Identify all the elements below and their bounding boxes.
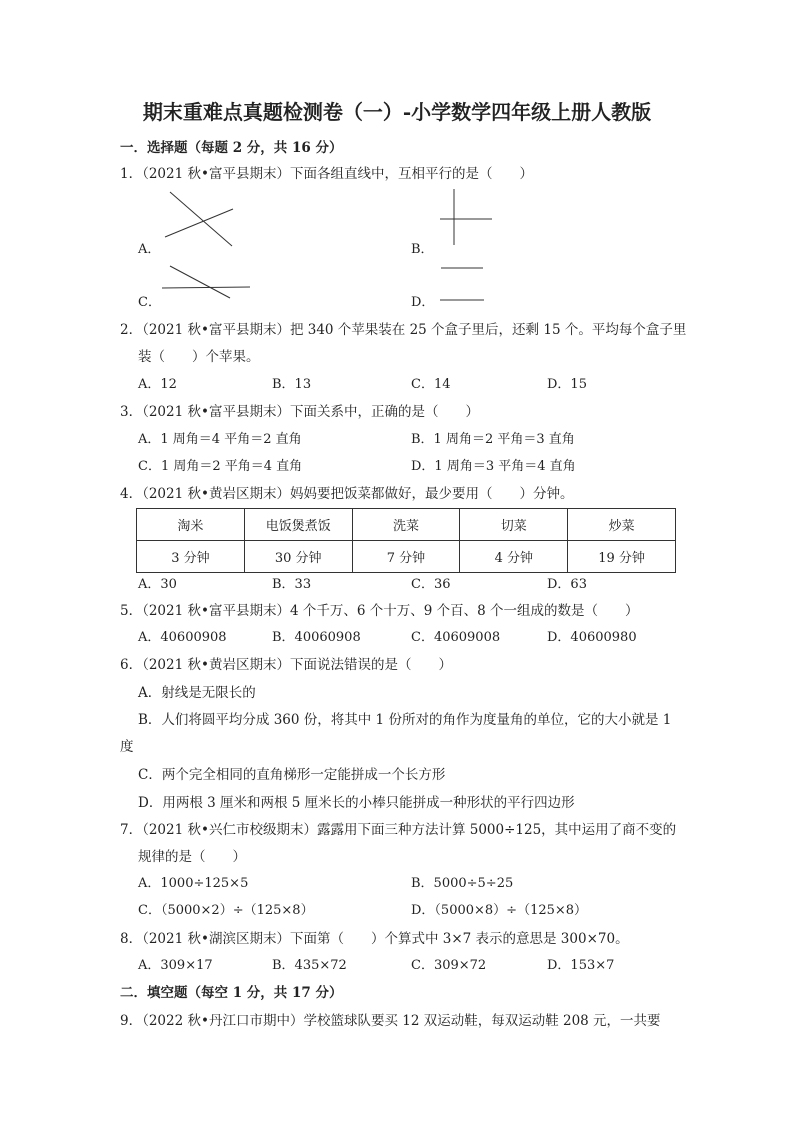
section-heading-fill-blank: 二．填空题（每空 1 分，共 17 分） [120, 985, 343, 1001]
question-2-stem: 2．（2021 秋•富平县期末）把 340 个苹果装在 25 个盒子里后，还剩 15 个。平均每个盒子里 [120, 322, 687, 338]
question-2-option-a: A．12 [138, 377, 177, 392]
table-header-cell: 切菜 [460, 509, 568, 541]
question-2-stem-cont: 装（ ）个苹果。 [138, 349, 260, 365]
table-cell: 30 分钟 [244, 541, 352, 573]
figure-c-line-2 [162, 287, 250, 288]
question-4-option-c: C．36 [411, 577, 451, 592]
question-1-option-b: B． [411, 242, 434, 257]
question-3-option-b: B．1 周角＝2 平角＝3 直角 [411, 432, 575, 447]
question-2-option-d: D．15 [547, 377, 587, 392]
table-cell: 4 分钟 [460, 541, 568, 573]
question-9-stem: 9．（2022 秋•丹江口市期中）学校篮球队要买 12 双运动鞋，每双运动鞋 208 元，一共要 [120, 1013, 661, 1029]
question-6-stem: 6．（2021 秋•黄岩区期末）下面说法错误的是（ ） [120, 657, 452, 673]
question-3-option-c: C．1 周角＝2 平角＝4 直角 [138, 459, 303, 474]
question-4-option-d: D．63 [547, 577, 587, 592]
question-4-time-table [136, 508, 676, 573]
question-5-option-c: C．40609008 [411, 630, 501, 645]
question-4-stem: 4．（2021 秋•黄岩区期末）妈妈要把饭菜都做好，最少要用（ ）分钟。 [120, 486, 574, 502]
question-2-option-b: B．13 [272, 377, 312, 392]
table-header-cell: 炒菜 [568, 509, 676, 541]
question-6-option-b-cont: 度 [120, 739, 134, 755]
question-5-option-b: B．40060908 [272, 630, 361, 645]
question-8-option-b: B．435×72 [272, 958, 347, 973]
question-2-option-c: C．14 [411, 377, 451, 392]
question-3-option-a: A．1 周角＝4 平角＝2 直角 [138, 432, 302, 447]
page-title: 期末重难点真题检测卷（一）-小学数学四年级上册人教版 [142, 100, 652, 124]
question-5-option-d: D．40600980 [547, 630, 637, 645]
question-1-option-a: A． [138, 242, 161, 257]
question-4-option-b: B．33 [272, 577, 312, 592]
table-cell: 3 分钟 [137, 541, 245, 573]
question-3-option-d: D．1 周角＝3 平角＝4 直角 [411, 459, 576, 474]
table-header-cell: 电饭煲煮饭 [244, 509, 352, 541]
question-7-stem: 7．（2021 秋•兴仁市校级期末）露露用下面三种方法计算 5000÷125，其中运用了商不变的 [120, 822, 677, 838]
question-1-option-c: C． [138, 295, 161, 310]
question-7-option-c: C．（5000×2）÷（125×8） [138, 903, 314, 918]
question-1-figure-b-d [430, 185, 500, 305]
question-7-option-b: B．5000÷5÷25 [411, 876, 514, 891]
figure-c-line-1 [170, 266, 230, 298]
question-1-option-d: D． [411, 295, 435, 310]
question-8-stem: 8．（2021 秋•湖滨区期末）下面第（ ）个算式中 3×7 表示的意思是 300×70。 [120, 931, 629, 947]
question-3-stem: 3．（2021 秋•富平县期末）下面关系中，正确的是（ ） [120, 404, 479, 420]
question-1-stem: 1．（2021 秋•富平县期末）下面各组直线中，互相平行的是（ ） [120, 166, 533, 182]
table-header-row [137, 509, 676, 541]
question-5-stem: 5．（2021 秋•富平县期末）4 个千万、6 个十万、9 个百、8 个一组成的数是（ ） [120, 603, 639, 619]
question-6-option-a: A．射线是无限长的 [138, 685, 256, 701]
question-7-option-a: A．1000÷125×5 [138, 876, 249, 891]
question-8-option-d: D．153×7 [547, 958, 615, 973]
table-header-cell: 洗菜 [352, 509, 460, 541]
question-6-option-d: D．用两根 3 厘米和两根 5 厘米长的小棒只能拼成一种形状的平行四边形 [138, 795, 575, 811]
question-6-option-b: B．人们将圆平均分成 360 份，将其中 1 份所对的角作为度量角的单位，它的大小就是 1 [138, 712, 672, 728]
table-header-cell: 淘米 [137, 509, 245, 541]
table-row [137, 541, 676, 573]
section-heading-choice: 一．选择题（每题 2 分，共 16 分） [120, 140, 343, 156]
figure-a-line-1 [170, 192, 232, 246]
question-5-option-a: A．40600908 [138, 630, 227, 645]
question-6-option-c: C．两个完全相同的直角梯形一定能拼成一个长方形 [138, 767, 446, 783]
question-8-option-c: C．309×72 [411, 958, 487, 973]
figure-a-line-2 [165, 209, 233, 237]
question-4-option-a: A．30 [138, 577, 177, 592]
question-7-option-d: D．（5000×8）÷（125×8） [411, 903, 588, 918]
question-1-figure-a-c [150, 185, 260, 305]
table-cell: 7 分钟 [352, 541, 460, 573]
question-7-stem-cont: 规律的是（ ） [138, 849, 246, 865]
table-cell: 19 分钟 [568, 541, 676, 573]
question-8-option-a: A．309×17 [138, 958, 213, 973]
